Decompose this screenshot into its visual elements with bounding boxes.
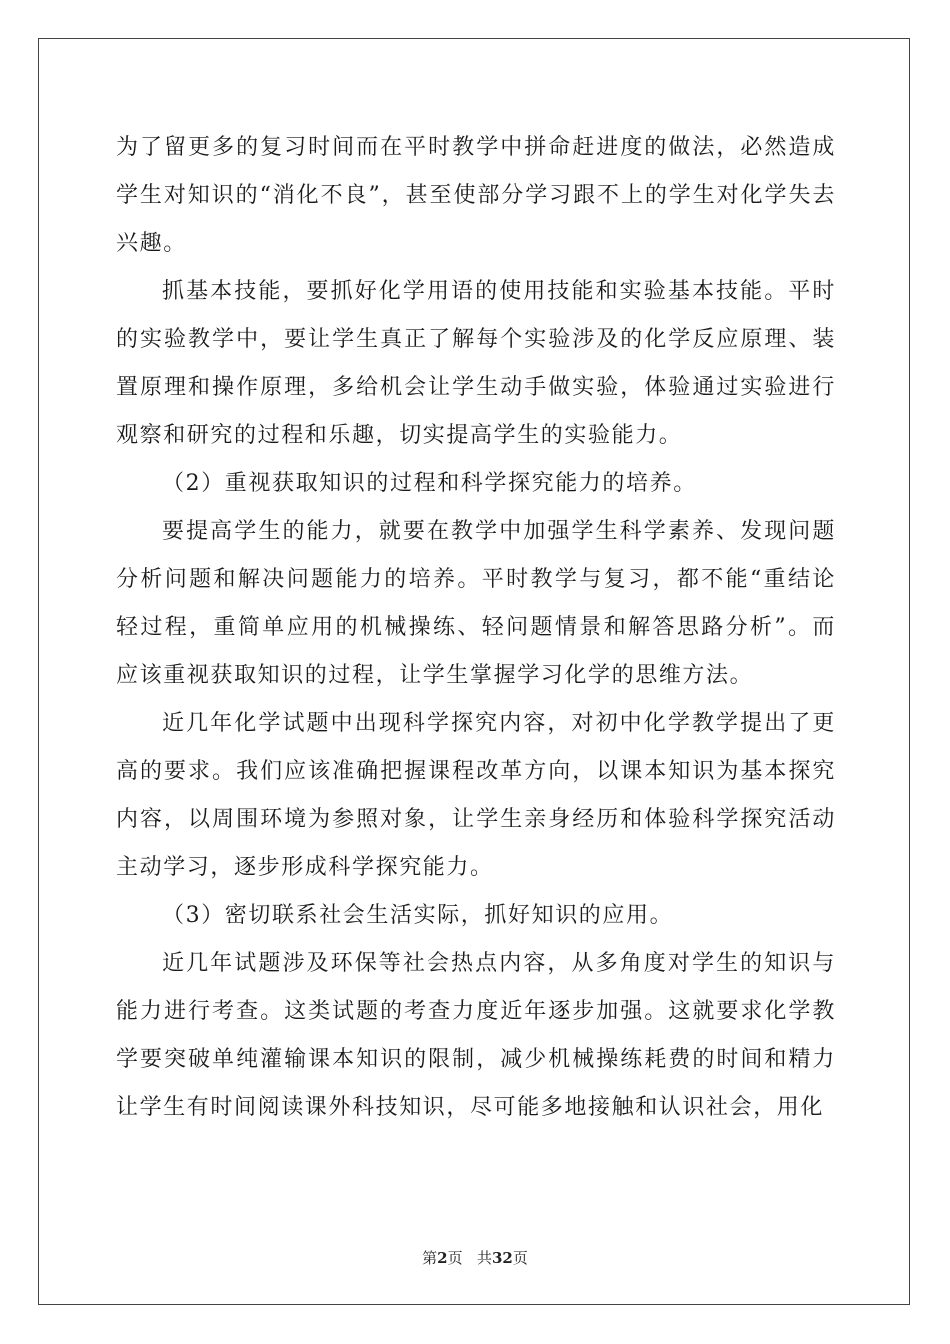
paragraph-5: 近几年试题涉及环保等社会热点内容，从多角度对学生的知识与能力进行考查。这类试题的考查力度近年逐步加强。这就要求化学教学要突破单纯灌输课本知识的限制，减少机械操练耗费的时间和精力让学生有时间阅读课外科技知识，尽可能多地接触和认识社会，用化: [116, 951, 836, 1120]
footer-total-pages: 32: [491, 1249, 513, 1267]
footer-page-number: 2: [437, 1249, 448, 1267]
paragraph-2: 抓基本技能，要抓好化学用语的使用技能和实验基本技能。平时的实验教学中，要让学生真正了解每个实验涉及的化学反应原理、装置原理和操作原理，多给机会让学生动手做实验，体验通过实验进行观察和研究的过程和乐趣，切实提高学生的实验能力。: [116, 279, 836, 448]
footer-total-suffix: 页: [512, 1249, 528, 1267]
paragraph-1: 为了留更多的复习时间而在平时教学中拼命赶进度的做法，必然造成学生对知识的“消化不良”，甚至使部分学习跟不上的学生对化学失去兴趣。: [116, 135, 836, 256]
footer-page-suffix: 页: [447, 1249, 463, 1267]
paragraph-4: 近几年化学试题中出现科学探究内容，对初中化学教学提出了更高的要求。我们应该准确把握课程改革方向，以课本知识为基本探究内容，以周围环境为参照对象，让学生亲身经历和体验科学探究活动主动学习，逐步形成科学探究能力。: [116, 711, 836, 880]
page-footer: [0, 1247, 950, 1268]
section-heading-2: （2）重视获取知识的过程和科学探究能力的培养。: [162, 471, 697, 496]
document-body: [116, 124, 836, 1132]
paragraph-3: 要提高学生的能力，就要在教学中加强学生科学素养、发现问题分析问题和解决问题能力的培养。平时教学与复习，都不能“重结论轻过程，重简单应用的机械操练、轻问题情景和解答思路分析”。而应该重视获取知识的过程，让学生掌握学习化学的思维方法。: [116, 519, 836, 688]
section-heading-3: （3）密切联系社会生活实际，抓好知识的应用。: [162, 903, 674, 928]
footer-total-prefix: 共: [476, 1249, 492, 1267]
footer-page-prefix: 第: [422, 1249, 438, 1267]
